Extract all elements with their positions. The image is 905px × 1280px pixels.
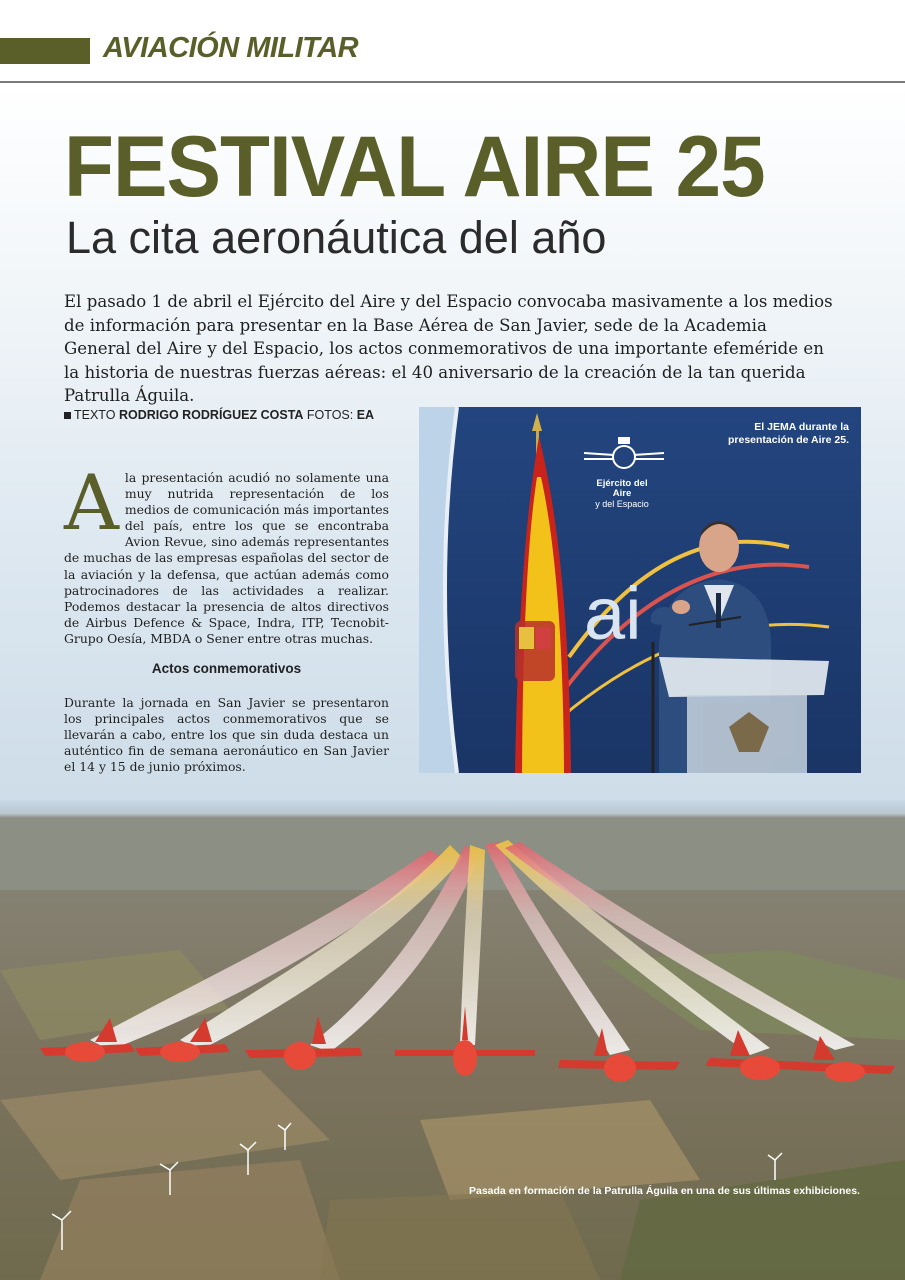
paragraph-2: Durante la jornada en San Javier se presentaron los principales actos conmemorativos que se llevarán a cabo, entre los que sin duda destaca un auténtico fin de semana aeronáutico en San Javier el 14 y 15 de junio próximos.	[64, 695, 389, 775]
logo-line-1: Ejército del Aire	[596, 478, 648, 499]
article-subtitle: La cita aeronáutica del año	[66, 212, 607, 263]
article-title: FESTIVAL AIRE 25	[64, 119, 765, 215]
bullet-icon	[64, 412, 71, 419]
ea-logo-text	[587, 479, 657, 509]
dropcap: A	[64, 458, 119, 547]
credits-author: RODRIGO RODRÍGUEZ COSTA	[118, 408, 304, 422]
body-column	[64, 458, 389, 647]
photo-formation-caption: Pasada en formación de la Patrulla Águila en una de sus últimas exhibiciones.	[469, 1185, 860, 1197]
credits-photo-label: FOTOS:	[306, 408, 354, 422]
paragraph-1: la presentación acudió no solamente una muy nutrida representación de los medios de comunicación más importantes del país, entre los que se encontraba Avion Revue, sino además representantes de muchas de las empresas españolas del sector de la aviación y la defensa, que actúan además como patrocinadores de las actividades a realizar. Podemos destacar la presencia de altos directivos de Airbus Defence & Space, Indra, ITP, Tecnobit-Grupo Oesía, MBDA o Sener entre otras muchas.	[64, 470, 389, 646]
photo-jema	[419, 407, 861, 773]
photo-formation-illustration	[0, 800, 905, 1280]
subheading: Actos conmemorativos	[151, 661, 302, 676]
credits-photographer: EA	[356, 408, 375, 422]
section-bar	[0, 38, 90, 64]
photo-jema-illustration	[419, 407, 861, 773]
photo-jema-caption: El JEMA durante la presentación de Aire 25.	[728, 421, 849, 446]
photo-formation	[0, 800, 905, 1280]
article-credits	[64, 408, 374, 422]
article-lead: El pasado 1 de abril el Ejército del Aire y del Espacio convocaba masivamente a los medios de información para presentar en la Base Aérea de San Javier, sede de la Academia General del Aire y del Espacio, los actos conmemorativos de una importante efeméride en la historia de nuestras fuerzas aéreas: el 40 aniversario de la creación de la tan querida Patrulla Águila.	[64, 292, 833, 405]
credits-text-label: TEXTO	[74, 408, 116, 422]
header-rule	[0, 81, 905, 83]
section-title: AVIACIÓN MILITAR	[103, 32, 359, 64]
logo-line-2: y del Espacio	[595, 499, 649, 509]
backdrop-text: ai	[584, 572, 642, 655]
